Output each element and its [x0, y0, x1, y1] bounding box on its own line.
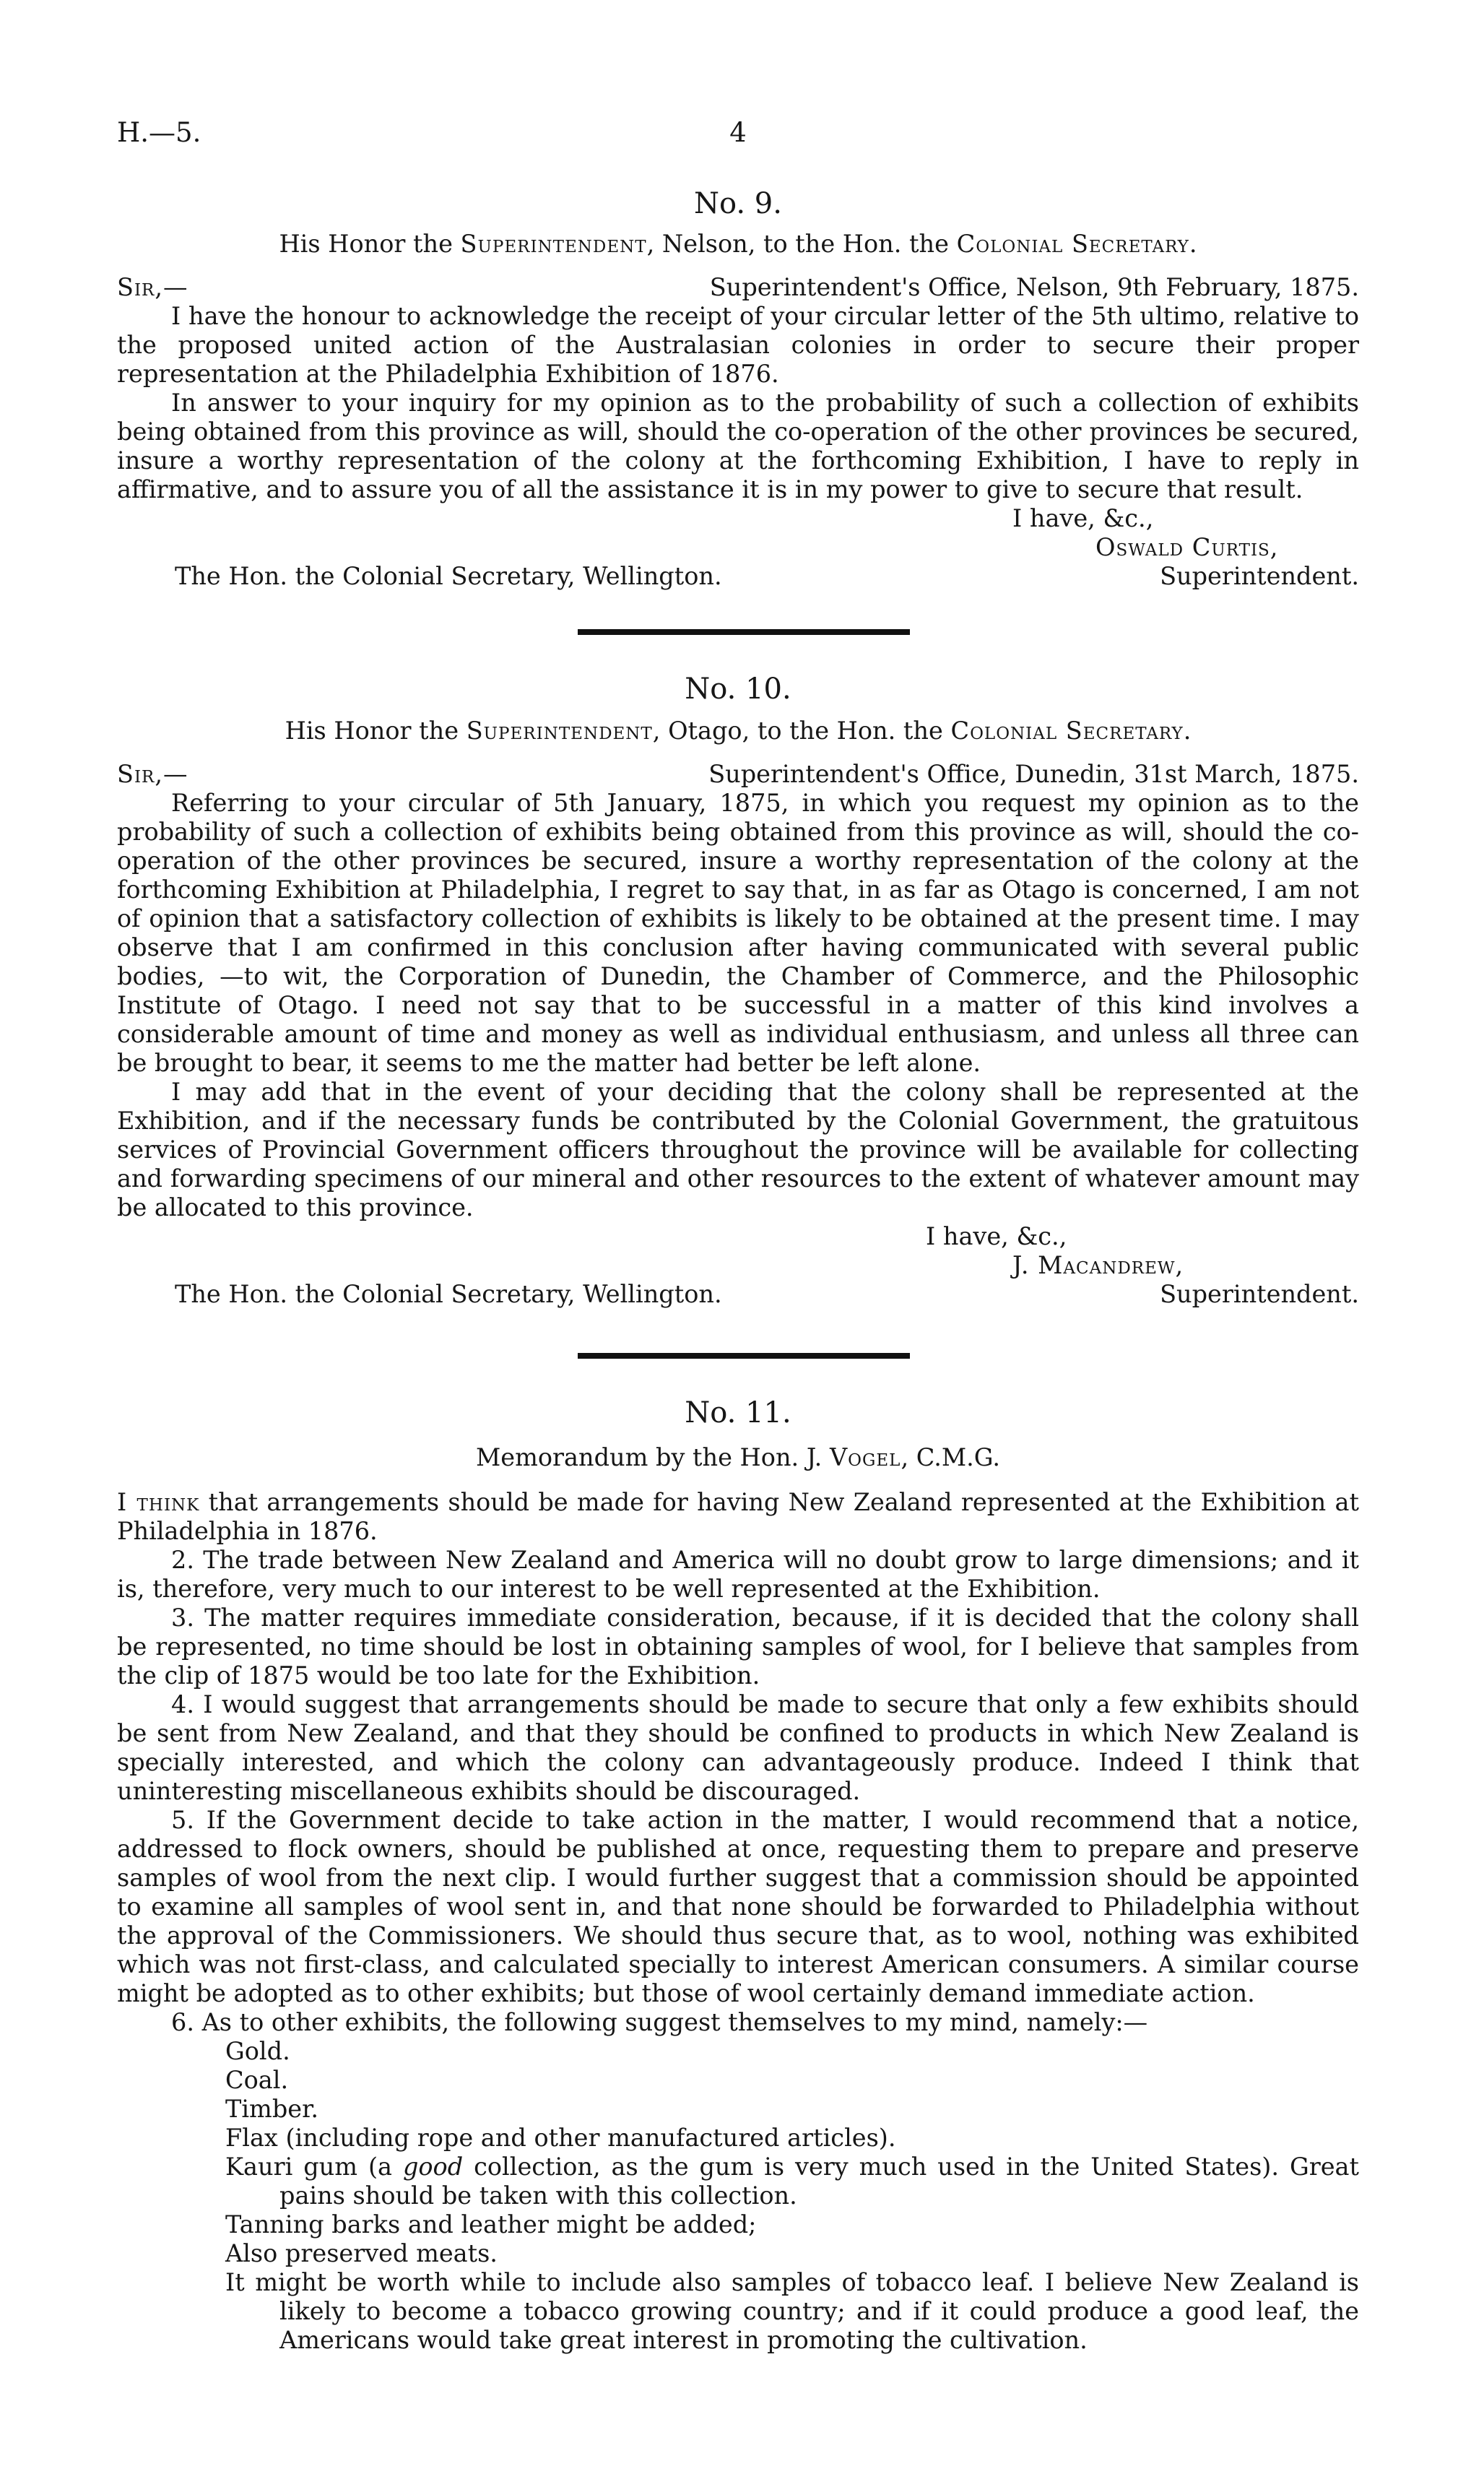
- no9-heading: No. 9.: [694, 187, 782, 220]
- no10-salutation-line: [117, 760, 1359, 789]
- no10-addressee-line: [117, 1280, 1359, 1309]
- no9-subheading-mid: , Nelson, to the Hon. the: [646, 230, 957, 258]
- kauri-text-pre: Kauri gum (a: [225, 2153, 403, 2181]
- page-number: 4: [729, 117, 747, 148]
- no9-addressee: The Hon. the Colonial Secretary, Wellington.: [175, 562, 722, 590]
- no9-letter: [117, 273, 1359, 591]
- no10-signature-line: [117, 1251, 1359, 1280]
- no10-salutation: Sir,—: [117, 760, 188, 788]
- list-item: Tanning barks and leather might be added;: [225, 2210, 757, 2239]
- no9-salutation-line: [117, 273, 1359, 302]
- section-divider-rule: [578, 629, 910, 635]
- no10-subheading-from: Superintendent: [466, 717, 653, 745]
- no9-addressee-line: [117, 562, 1359, 591]
- no9-subheading-end: .: [1189, 230, 1197, 258]
- no9-dateline: Superintendent's Office, Nelson, 9th February, 1875.: [709, 273, 1359, 301]
- no11-paragraph-4: 4. I would suggest that arrangements should be made to secure that only a few exhibits should be sent from New Zealand, and that they should be confined to products in which New Zealand is specially interested, and which the colony can advantageously produce. Indeed I think that uninteresting miscellaneous exhibits should be discouraged.: [117, 1690, 1359, 1805]
- list-item: Flax (including rope and other manufactured articles).: [225, 2124, 896, 2152]
- no10-subheading-mid: , Otago, to the Hon. the: [652, 717, 951, 745]
- no10-paragraph-1: Referring to your circular of 5th January, 1875, in which you request my opinion as to the probability of such a collection of exhibits being obtained from this province as will, should the co-operation of the other provinces be secured, insure a worthy representation of the colony at the forthcoming Exhibition at Philadelphia, I regret to say that, in as far as Otago is concerned, I am not of opinion that a satisfactory collection of exhibits is likely to be obtained at the present time. I may observe that I am confirmed in this conclusion after having communicated with several public bodies, —to wit, the Corporation of Dunedin, the Chamber of Commerce, and the Philosophic Institute of Otago. I need not say that to be successful in a matter of this kind involves a considerable amount of time and money as well as individual enthusiasm, and unless all three can be brought to bear, it seems to me the matter had better be left alone.: [117, 789, 1359, 1077]
- no11-subheading-name: Vogel: [829, 1443, 901, 1471]
- no11-paragraph-3: 3. The matter requires immediate consideration, because, if it is decided that the colony shall be represented, no time should be lost in obtaining samples of wool, for I believe that samples from the clip of 1875 would be too late for the Exhibition.: [117, 1604, 1359, 1690]
- no9-sign-title: Superintendent.: [1160, 562, 1359, 590]
- no11-heading: No. 11.: [685, 1396, 791, 1430]
- no10-subheading-pre: His Honor the: [285, 717, 467, 745]
- no11-subheading-end: , C.M.G.: [901, 1443, 1001, 1471]
- no11-paragraph-5: 5. If the Government decide to take action in the matter, I would recommend that a notice, addressed to flock owners, should be published at once, requesting them to prepare and preserve samples of wool from the next clip. I would further suggest that a commission should be appointed to examine all samples of wool sent in, and that none should be forwarded to Philadelphia without the approval of the Commissioners. We should thus secure that, as to wool, nothing was exhibited which was not first-class, and calculated specially to interest American consumers. A similar course might be adopted as to other exhibits; but those of wool certainly demand immediate action.: [117, 1806, 1359, 2007]
- list-item-kauri-gum: [117, 2153, 1359, 2210]
- no10-heading: No. 10.: [685, 672, 791, 706]
- no10-signature: J. Macandrew,: [1012, 1251, 1184, 1279]
- no10-closing: I have, &c.,: [926, 1222, 1067, 1250]
- no11-paragraph-6: 6. As to other exhibits, the following suggest themselves to my mind, namely:—: [171, 2008, 1148, 2036]
- no9-salutation: Sir,—: [117, 273, 188, 301]
- no10-closing-line: [117, 1222, 1359, 1251]
- no10-subheading-end: .: [1183, 717, 1192, 745]
- no11-paragraph-2: 2. The trade between New Zealand and America will no doubt grow to large dimensions; and it is, therefore, very much to our interest to be well represented at the Exhibition.: [117, 1546, 1359, 1603]
- exhibit-list: [117, 2037, 1359, 2355]
- no9-paragraph-2: In answer to your inquiry for my opinion as to the probability of such a collection of exhibits being obtained from this province as will, should the co-operation of the other provinces be secured, insure a worthy representation of the colony at the forthcoming Exhibition, I have to reply in affirmative, and to assure you of all the assistance it is in my power to give to secure that result.: [117, 389, 1359, 503]
- no11-subheading: [117, 1443, 1359, 1472]
- no9-subheading-pre: His Honor the: [279, 230, 461, 258]
- no9-signature-line: [117, 533, 1359, 562]
- no10-subheading-to: Colonial Secretary: [950, 717, 1184, 745]
- no10-letter: [117, 760, 1359, 1309]
- list-item: Coal.: [225, 2066, 289, 2094]
- no9-closing: I have, &c.,: [1012, 504, 1154, 532]
- kauri-text-emphasis: good: [402, 2153, 464, 2181]
- section-divider-rule: [578, 1353, 910, 1359]
- no10-sign-title: Superintendent.: [1160, 1280, 1359, 1308]
- kauri-text-post: collection, as the gum is very much used in the United States). Great pains should be taken with this collection.: [279, 2153, 1359, 2210]
- no9-paragraph-1: I have the honour to acknowledge the receipt of your circular letter of the 5th ultimo, relative to the proposed united action of the Australasian colonies in order to secure their proper representation at the Philadelphia Exhibition of 1876.: [117, 302, 1359, 388]
- no11-paragraph-1: [117, 1488, 1359, 1546]
- list-item: Gold.: [225, 2037, 290, 2065]
- no10-subheading: [117, 717, 1359, 745]
- no10-dateline: Superintendent's Office, Dunedin, 31st March, 1875.: [708, 760, 1359, 788]
- no11-memorandum: [117, 1488, 1359, 2355]
- list-item-tobacco: It might be worth while to include also samples of tobacco leaf. I believe New Zealand is likely to become a tobacco growing country; and if it could produce a good leaf, the Americans would take great interest in promoting the cultivation.: [225, 2268, 1359, 2354]
- list-item: Also preserved meats.: [225, 2239, 498, 2267]
- no10-addressee: The Hon. the Colonial Secretary, Wellington.: [175, 1280, 722, 1308]
- no9-closing-line: [117, 504, 1359, 533]
- no11-paragraph-1-rest: that arrangements should be made for having New Zealand represented at the Exhibition at Philadelphia in 1876.: [117, 1488, 1359, 1545]
- no10-paragraph-2: I may add that in the event of your deciding that the colony shall be represented at the Exhibition, and if the necessary funds be contributed by the Colonial Government, the gratuitous services of Provincial Government officers throughout the province will be available for collecting and forwarding specimens of our mineral and other resources to the extent of whatever amount may be allocated to this province.: [117, 1078, 1359, 1221]
- no9-signature: Oswald Curtis,: [1095, 533, 1279, 561]
- no9-subheading-from: Superintendent: [460, 230, 647, 258]
- list-item: Timber.: [225, 2095, 319, 2123]
- no9-subheading-to: Colonial Secretary: [956, 230, 1189, 258]
- no11-paragraph-1-lead: I think: [117, 1488, 200, 1516]
- no11-subheading-pre: Memorandum by the Hon. J.: [475, 1443, 830, 1471]
- no9-subheading: [117, 230, 1359, 259]
- running-head: [117, 117, 1359, 160]
- document-reference: H.—5.: [117, 117, 201, 148]
